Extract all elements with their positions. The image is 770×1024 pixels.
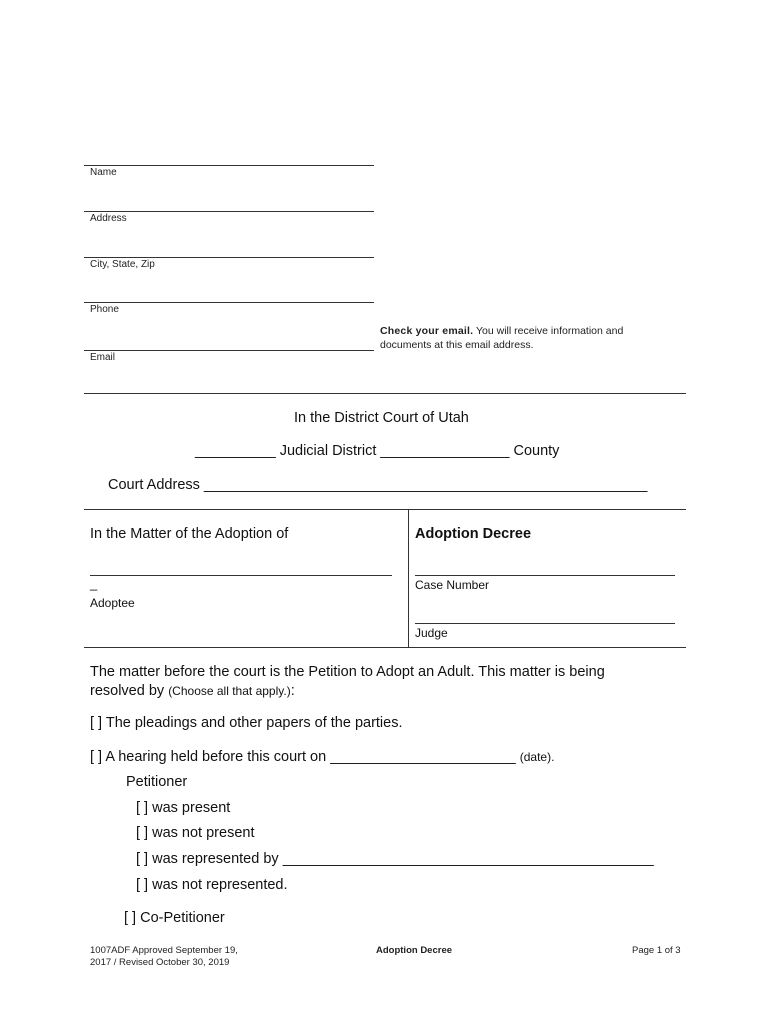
caption-top-border xyxy=(84,509,686,510)
co-petitioner-option[interactable]: [ ] Co-Petitioner xyxy=(124,910,225,926)
phone-label: Phone xyxy=(90,304,119,315)
email-line xyxy=(84,350,374,351)
email-note-text2: documents at this email address. xyxy=(380,339,534,351)
option-hearing[interactable] xyxy=(90,749,554,765)
case-number-line xyxy=(415,575,675,576)
court-address-blank: _______________________________________________________ xyxy=(203,477,648,493)
district-label: Judicial District xyxy=(279,443,377,459)
email-note-text1: You will receive information and xyxy=(473,325,624,337)
county-blank: ________________ xyxy=(380,443,510,459)
judge-label: Judge xyxy=(415,626,448,640)
county-label: County xyxy=(513,443,560,459)
name-line xyxy=(84,165,374,166)
judge-line xyxy=(415,623,675,624)
case-number-label: Case Number xyxy=(415,578,490,592)
adoptee-name-line xyxy=(90,575,392,576)
address-line xyxy=(84,211,374,212)
option-pleadings[interactable]: [ ] The pleadings and other papers of the parties. xyxy=(90,715,403,731)
email-note-bold: Check your email. xyxy=(380,325,474,337)
intro-resolved-by: resolved by xyxy=(90,683,165,699)
petitioner-not-represented[interactable]: [ ] was not represented. xyxy=(136,877,288,893)
petitioner-not-present[interactable]: [ ] was not present xyxy=(136,825,255,841)
adoptee-underscore: _ xyxy=(90,576,98,591)
intro-choose-note: (Choose all that apply.) xyxy=(168,684,291,698)
caption-bottom-border xyxy=(84,647,686,648)
district-blank: __________ xyxy=(195,443,276,459)
email-label: Email xyxy=(90,352,116,363)
footer-form-id xyxy=(90,945,238,969)
court-title: In the District Court of Utah xyxy=(294,410,469,426)
petitioner-present[interactable]: [ ] was present xyxy=(136,800,231,816)
matter-label: In the Matter of the Adoption of xyxy=(90,526,289,542)
name-label: Name xyxy=(90,167,117,178)
court-address-line xyxy=(108,477,647,493)
footer-title: Adoption Decree xyxy=(376,945,453,956)
intro-line-2 xyxy=(90,683,295,699)
header-separator xyxy=(84,393,686,394)
footer-form-id-line1: 1007ADF Approved September 19, xyxy=(90,945,238,956)
footer-page-number: Page 1 of 3 xyxy=(632,945,681,956)
option-hearing-label: [ ] A hearing held before this court on xyxy=(90,749,327,765)
represented-by-blank[interactable]: ______________________________________________ xyxy=(282,851,654,867)
address-label: Address xyxy=(90,213,127,224)
petitioner-label: Petitioner xyxy=(126,774,188,790)
hearing-date-note: (date). xyxy=(519,750,555,764)
email-note xyxy=(380,324,680,352)
city-state-zip-label: City, State, Zip xyxy=(90,259,155,270)
intro-colon: : xyxy=(290,683,295,699)
court-address-label: Court Address xyxy=(108,477,200,493)
phone-line xyxy=(84,302,374,303)
footer-form-id-line2: 2017 / Revised October 30, 2019 xyxy=(90,957,230,968)
represented-by-label: [ ] was represented by xyxy=(136,851,279,867)
intro-line-1: The matter before the court is the Petition to Adopt an Adult. This matter is being xyxy=(90,664,605,680)
district-line xyxy=(195,443,559,459)
hearing-date-blank[interactable]: _______________________ xyxy=(330,749,516,765)
caption-divider xyxy=(408,509,409,648)
city-state-zip-line xyxy=(84,257,374,258)
document-title: Adoption Decree xyxy=(415,526,532,542)
petitioner-represented-by[interactable] xyxy=(136,851,654,867)
adoptee-label: Adoptee xyxy=(90,596,135,610)
